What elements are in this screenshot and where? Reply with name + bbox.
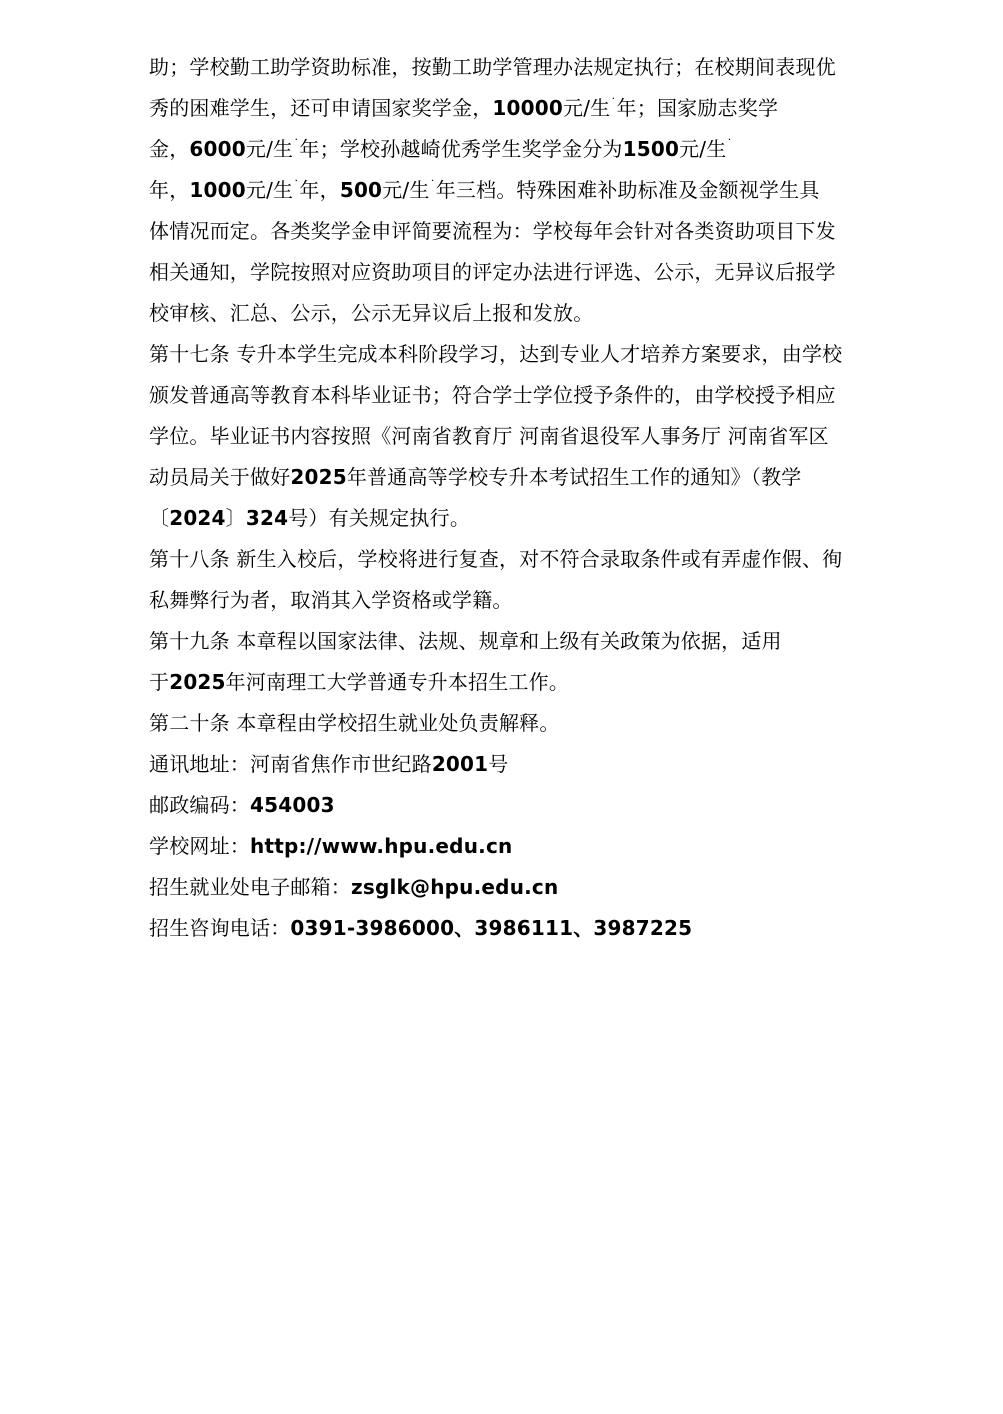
text-segment: 元/生 <box>563 96 611 120</box>
contact-address <box>149 744 861 785</box>
bold-number: 6000 <box>189 137 246 161</box>
website-link[interactable]: http://www.hpu.edu.cn <box>250 834 513 858</box>
text-line <box>149 621 861 662</box>
text-segment: 秀的困难学生，还可申请国家奖学金， <box>149 96 493 120</box>
text-segment: 颁发普通高等教育本科毕业证书；符合学士学位授予条件的，由学校授予相应 <box>149 383 836 407</box>
bold-number: 10000 <box>492 96 563 120</box>
text-segment: 助；学校勤工助学资助标准，按勤工助学管理办法规定执行；在校期间表现优 <box>149 55 836 79</box>
text-line <box>149 47 861 88</box>
text-segment: 私舞弊行为者，取消其入学资格或学籍。 <box>149 588 513 612</box>
bold-number: 2024 <box>169 506 226 530</box>
text-line <box>149 129 861 170</box>
bold-number: 324 <box>245 506 289 530</box>
text-segment: 第十七条 专升本学生完成本科阶段学习，达到专业人才培养方案要求，由学校 <box>149 342 843 366</box>
phone-label: 招生咨询电话： <box>149 916 291 940</box>
bold-number: 1000 <box>189 178 246 202</box>
text-segment: 学位。毕业证书内容按照《河南省教育厅 河南省退役军人事务厅 河南省军区 <box>149 424 829 448</box>
text-segment: 相关通知，学院按照对应资助项目的评定办法进行评选、公示，无异议后报学 <box>149 260 836 284</box>
bold-number: 500 <box>339 178 383 202</box>
bold-number: 2025 <box>290 465 347 489</box>
address-label: 通讯地址： <box>149 752 250 776</box>
text-line <box>149 170 861 211</box>
text-line <box>149 498 861 539</box>
website-label: 学校网址： <box>149 834 250 858</box>
text-segment: 年；国家励志奖学 <box>616 96 779 120</box>
text-segment: ˙ <box>610 96 617 110</box>
text-line <box>149 252 861 293</box>
postcode-value: 454003 <box>250 793 335 817</box>
text-segment: 元/生 <box>245 178 294 202</box>
text-segment: 体情况而定。各类奖学金申评简要流程为：学校每年会针对各类资助项目下发 <box>149 219 836 243</box>
text-segment: 〔 <box>149 506 170 530</box>
text-line <box>149 416 861 457</box>
address-suffix: 号 <box>488 752 509 776</box>
email-label: 招生就业处电子邮箱： <box>149 875 351 899</box>
text-segment: 年；学校孙越崎优秀学生奖学金分为 <box>299 137 623 161</box>
contact-postcode <box>149 785 861 826</box>
contact-phone <box>149 908 861 949</box>
text-segment: 动员局关于做好 <box>149 465 291 489</box>
text-line <box>149 293 861 334</box>
text-segment: 于 <box>149 670 170 694</box>
text-segment: 校审核、汇总、公示，公示无异议后上报和发放。 <box>149 301 594 325</box>
contact-email <box>149 867 861 908</box>
text-segment: 号）有关规定执行。 <box>288 506 471 530</box>
text-segment: ˙ <box>293 137 300 151</box>
address-text: 河南省焦作市世纪路 <box>250 752 432 776</box>
email-link[interactable]: zsglk@hpu.edu.cn <box>351 875 559 899</box>
text-line <box>149 88 861 129</box>
contact-website <box>149 826 861 867</box>
text-segment: 年， <box>149 178 190 202</box>
text-segment: 金， <box>149 137 190 161</box>
text-line <box>149 703 861 744</box>
text-line <box>149 580 861 621</box>
text-segment: 年河南理工大学普通专升本招生工作。 <box>225 670 570 694</box>
text-line <box>149 457 861 498</box>
text-segment: 年， <box>299 178 340 202</box>
document-body <box>149 47 861 744</box>
text-segment: 元/生 <box>245 137 294 161</box>
text-line <box>149 539 861 580</box>
text-line <box>149 211 861 252</box>
bold-number: 1500 <box>622 137 680 161</box>
text-line <box>149 375 861 416</box>
text-segment: 第十九条 本章程以国家法律、法规、规章和上级有关政策为依据，适用 <box>149 629 782 653</box>
text-line <box>149 334 861 375</box>
text-segment: 元/生 <box>679 137 727 161</box>
phone-value: 0391-3986000、3986111、3987225 <box>290 916 693 940</box>
address-number: 2001 <box>431 752 489 776</box>
text-segment: 第二十条 本章程由学校招生就业处负责解释。 <box>149 711 560 735</box>
text-segment: 年三档。特殊困难补助标准及金额视学生具 <box>435 178 820 202</box>
text-segment: 〕 <box>225 506 246 530</box>
text-segment: ˙ <box>429 178 436 192</box>
text-segment: 年普通高等学校专升本考试招生工作的通知》（教学 <box>346 465 802 489</box>
text-line <box>149 662 861 703</box>
text-segment: 元/生 <box>382 178 430 202</box>
text-segment: 第十八条 新生入校后，学校将进行复查，对不符合录取条件或有弄虚作假、徇 <box>149 547 843 571</box>
document-page <box>149 47 861 949</box>
text-segment: ˙ <box>293 178 300 192</box>
text-segment: ˙ <box>726 137 733 151</box>
bold-number: 2025 <box>169 670 226 694</box>
postcode-label: 邮政编码： <box>149 793 250 817</box>
